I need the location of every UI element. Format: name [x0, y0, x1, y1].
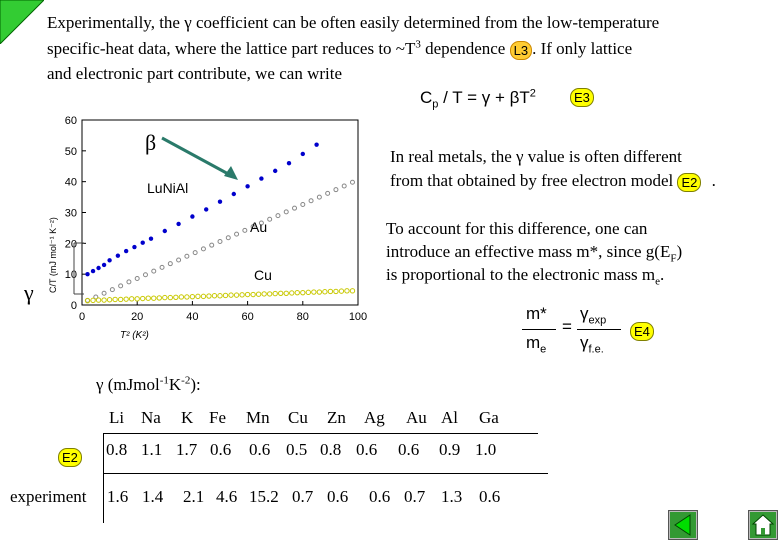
x-axis-label: T² (K²): [120, 330, 149, 341]
au-data-point: [135, 276, 139, 280]
beta-annotation: β: [145, 130, 157, 155]
real-metals-line-1: In real metals, the γ value is often different: [390, 147, 682, 166]
table-vertical-divider: [103, 433, 104, 523]
au-data-point: [326, 191, 330, 195]
effective-mass-line-2: introduce an effective mass m*, since $g(E_F)$: [386, 242, 683, 265]
cu-data-point: [323, 290, 327, 294]
cu-data-point: [229, 293, 233, 297]
cu-data-point: [185, 295, 189, 299]
free-electron-cell: 1.1: [141, 440, 163, 459]
cu-data-point: [196, 294, 200, 298]
e4-link-badge[interactable]: E4: [630, 322, 654, 341]
lunial-data-point: [96, 266, 100, 270]
free-electron-cell: 1.0: [475, 440, 497, 459]
cu-data-point: [245, 292, 249, 296]
cu-data-point: [295, 290, 299, 294]
experiment-cell: 0.7: [292, 487, 314, 506]
lunial-data-point: [116, 253, 120, 257]
effective-mass-line-3: is proportional to the electronic mass $m_e$.: [386, 265, 665, 288]
au-data-point: [185, 254, 189, 258]
lunial-data-point: [259, 176, 263, 180]
experiment-cell: 2.1: [183, 487, 205, 506]
beta-arrowhead: [224, 166, 238, 180]
cu-data-point: [113, 297, 117, 301]
lunial-data-point: [176, 222, 180, 226]
lunial-data-point: [132, 245, 136, 249]
x-tick-label: 40: [186, 311, 199, 323]
au-data-point: [226, 236, 230, 240]
element-cell: Na: [141, 408, 161, 427]
y-tick-label: 0: [70, 300, 77, 312]
lunial-data-point: [204, 207, 208, 211]
lunial-data-point: [273, 169, 277, 173]
lunial-data-point: [91, 269, 95, 273]
home-button[interactable]: [748, 510, 778, 540]
x-tick-label: 60: [241, 311, 254, 323]
beta-arrow: [162, 138, 232, 176]
cu-data-point: [256, 292, 260, 296]
cu-data-point: [290, 291, 294, 295]
element-cell: Ga: [479, 408, 499, 427]
x-tick-label: 20: [131, 311, 144, 323]
cu-data-point: [163, 295, 167, 299]
experiment-cell: 0.6: [369, 487, 391, 506]
cu-data-point: [312, 290, 316, 294]
element-cell: Zn: [327, 408, 346, 427]
specific-heat-chart: [0, 108, 380, 353]
experiment-cell: 0.6: [479, 487, 501, 506]
lunial-data-point: [124, 249, 128, 253]
cu-data-point: [339, 289, 343, 293]
cu-data-point: [201, 294, 205, 298]
effective-mass-formula: m* $m_e$ = $\gamma_{exp}$ $\gamma_{f.e.}$: [522, 304, 652, 358]
intro-line-3: and electronic part contribute, we can write: [47, 64, 343, 83]
cu-data-point: [240, 293, 244, 297]
lunial-data-point: [107, 258, 111, 262]
cu-data-point: [141, 296, 145, 300]
cu-data-point: [152, 296, 156, 300]
table-divider-top: [103, 433, 538, 434]
lunial-data-point: [163, 229, 167, 233]
cu-data-point: [179, 295, 183, 299]
y-tick-label: 10: [64, 269, 77, 282]
cu-data-point: [306, 290, 310, 294]
cu-data-point: [273, 291, 277, 295]
free-electron-cell: 0.8: [320, 440, 342, 459]
free-electron-cell: 0.8: [106, 440, 128, 459]
cu-data-point: [251, 292, 255, 296]
lunial-data-point: [102, 263, 106, 267]
cu-data-point: [190, 294, 194, 298]
cu-data-point: [168, 295, 172, 299]
au-data-point: [143, 273, 147, 277]
element-cell: K: [181, 408, 194, 427]
cu-data-point: [135, 297, 139, 301]
element-cell: Mn: [246, 408, 270, 427]
au-data-point: [317, 195, 321, 199]
cu-data-point: [212, 294, 216, 298]
back-button[interactable]: [668, 510, 698, 540]
element-cell: Fe: [209, 408, 226, 427]
cu-data-point: [334, 289, 338, 293]
element-cell: Al: [441, 408, 458, 427]
element-cell: Cu: [288, 408, 308, 427]
au-data-point: [193, 251, 197, 255]
experiment-cell: 0.7: [404, 487, 426, 506]
specific-heat-formula: $C_p / T = \gamma + \beta T^2$: [420, 87, 536, 111]
intro-line-1: Experimentally, the γ coefficient can be often easily determined from the low-temperature: [47, 13, 660, 32]
cu-data-point: [345, 289, 349, 293]
au-data-point: [210, 243, 214, 247]
y-tick-label: 40: [64, 176, 77, 189]
cu-data-point: [317, 290, 321, 294]
series-label-cu: Cu: [254, 267, 272, 283]
y-tick-label: 30: [64, 207, 77, 220]
experiment-cell: 1.4: [142, 487, 164, 506]
au-data-point: [276, 214, 280, 218]
au-data-point: [201, 247, 205, 251]
y-tick-label: 20: [64, 238, 77, 251]
au-data-point: [160, 265, 164, 269]
cu-data-point: [350, 289, 354, 293]
au-data-point: [235, 232, 239, 236]
au-data-point: [127, 280, 131, 284]
y-tick-label: 50: [64, 145, 77, 158]
intro-line-2: specific-heat data, where the lattice part reduces to $\sim T^3$ dependence L3 . If only lattice: [47, 38, 633, 58]
y-axis-label: C/T (mJ mol⁻¹ K⁻²): [48, 217, 58, 293]
e3-link-badge[interactable]: E3: [570, 88, 594, 107]
cu-data-point: [129, 297, 133, 301]
free-electron-cell: 0.6: [210, 440, 232, 459]
lunial-data-point: [301, 152, 305, 156]
au-data-point: [342, 184, 346, 188]
cu-data-point: [262, 292, 266, 296]
experiment-cell: 1.6: [107, 487, 129, 506]
cu-data-point: [279, 291, 283, 295]
lunial-data-point: [232, 192, 236, 196]
experiment-cell: 4.6: [216, 487, 238, 506]
au-data-point: [309, 199, 313, 203]
free-electron-cell: 0.6: [356, 440, 378, 459]
cu-data-point: [157, 296, 161, 300]
au-data-point: [293, 206, 297, 210]
cu-data-point: [118, 297, 122, 301]
experiment-row-label: experiment: [10, 487, 87, 506]
series-label-au: Au: [250, 219, 268, 235]
x-tick-label: 0: [78, 311, 86, 323]
experiment-cell: 15.2: [249, 487, 279, 506]
free-electron-cell: 0.6: [398, 440, 420, 459]
cu-data-point: [223, 293, 227, 297]
x-tick-label: 80: [296, 311, 309, 323]
lunial-data-point: [149, 237, 153, 241]
gamma-units-label: γ $(mJmol^{-1}K^{-2})$:: [96, 374, 201, 394]
cu-data-point: [267, 292, 271, 296]
au-data-point: [334, 188, 338, 192]
au-data-point: [102, 291, 106, 295]
cu-data-point: [91, 298, 95, 302]
cu-data-point: [146, 296, 150, 300]
free-electron-cell: 0.9: [439, 440, 461, 459]
corner-triangle-decoration: [0, 0, 44, 44]
au-data-point: [284, 210, 288, 214]
au-data-point: [110, 288, 114, 292]
element-cell: Au: [406, 408, 427, 427]
au-data-point: [218, 239, 222, 243]
effective-mass-line-1: To account for this difference, one can: [386, 219, 648, 238]
element-cell: Ag: [364, 408, 385, 427]
au-data-point: [268, 217, 272, 221]
cu-data-point: [174, 295, 178, 299]
e2-link-badge-top[interactable]: E2: [677, 173, 701, 192]
au-data-point: [350, 180, 354, 184]
free-electron-cell: 0.5: [286, 440, 308, 459]
cu-data-point: [284, 291, 288, 295]
cu-data-point: [124, 297, 128, 301]
cu-data-point: [207, 294, 211, 298]
x-tick-label: 100: [348, 311, 368, 323]
au-data-point: [243, 228, 247, 232]
experiment-cell: 1.3: [441, 487, 463, 506]
au-data-point: [301, 202, 305, 206]
au-data-point: [152, 269, 156, 273]
lunial-data-point: [190, 214, 194, 218]
lunial-data-point: [218, 200, 222, 204]
lunial-data-point: [287, 161, 291, 165]
lunial-data-point: [245, 184, 249, 188]
cu-data-point: [107, 298, 111, 302]
cu-data-point: [328, 289, 332, 293]
free-electron-cell: 0.6: [249, 440, 271, 459]
lunial-data-point: [314, 142, 318, 146]
real-metals-line-2: from that obtained by free electron model E2 .: [390, 171, 716, 190]
free-electron-cell: 1.7: [176, 440, 198, 459]
lunial-data-point: [85, 272, 89, 276]
y-tick-label: 60: [64, 115, 77, 127]
lunial-data-point: [141, 241, 145, 245]
series-label-lunial: LuNiAl: [147, 180, 189, 196]
gamma-annotation: γ: [24, 280, 34, 305]
cu-data-point: [301, 290, 305, 294]
e2-link-badge-table[interactable]: E2: [58, 448, 82, 467]
l3-link-badge[interactable]: L3: [510, 41, 532, 60]
cu-data-point: [96, 298, 100, 302]
cu-data-point: [234, 293, 238, 297]
au-data-point: [119, 284, 123, 288]
table-divider-bottom: [103, 473, 548, 474]
cu-data-point: [102, 298, 106, 302]
au-data-point: [177, 258, 181, 262]
au-data-point: [168, 262, 172, 266]
plot-frame: [82, 120, 358, 305]
element-cell: Li: [109, 408, 125, 427]
cu-data-point: [218, 294, 222, 298]
experiment-cell: 0.6: [327, 487, 349, 506]
